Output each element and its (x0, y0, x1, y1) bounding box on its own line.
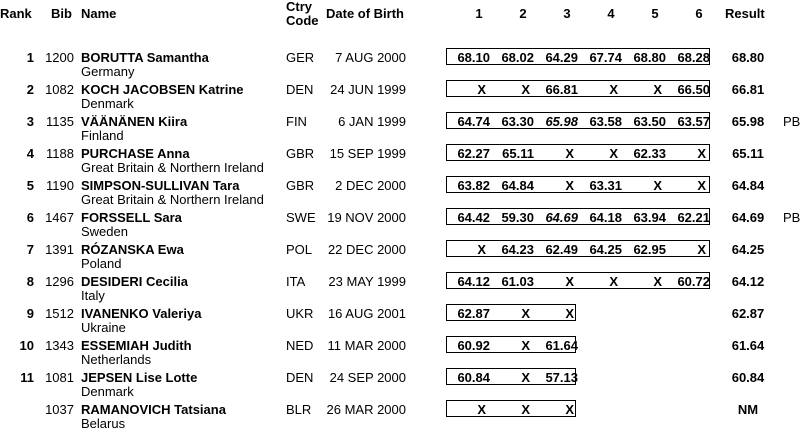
attempt-6: 62.21 (677, 210, 710, 225)
athlete-country: Great Britain & Northern Ireland (81, 192, 264, 207)
athlete-country: Belarus (81, 416, 126, 431)
rank: 11 (20, 370, 34, 385)
attempt-6: X (697, 178, 706, 193)
attempt-4: 63.31 (589, 178, 622, 193)
header-date-of-birth: Date of Birth (326, 6, 404, 21)
bib-number: 1188 (46, 146, 74, 161)
attempt-5: X (653, 274, 662, 289)
bib-number: 1135 (46, 114, 74, 129)
bib-number: 1190 (46, 178, 74, 193)
athlete-name: IVANENKO Valeriya (81, 306, 202, 321)
header-attempt-5: 5 (651, 6, 659, 21)
bib-number: 1037 (45, 402, 74, 417)
attempt-3: 64.69 (545, 210, 578, 225)
attempt-4: 63.58 (589, 114, 622, 129)
date-of-birth: 11 MAR 2000 (327, 338, 406, 353)
attempt-2: X (521, 402, 530, 417)
athlete-country: Great Britain & Northern Ireland (81, 160, 264, 175)
result: 66.81 (731, 82, 765, 97)
attempt-6: 68.28 (677, 50, 710, 65)
attempt-3: X (565, 178, 574, 193)
record-note: PB (783, 210, 801, 225)
attempt-1: X (477, 402, 486, 417)
attempt-2: 68.02 (501, 50, 534, 65)
attempt-1: 60.84 (457, 370, 490, 385)
country-code: SWE (286, 210, 316, 225)
result: 64.12 (731, 274, 765, 289)
rank: 9 (26, 306, 34, 321)
table-row (0, 114, 801, 146)
date-of-birth: 15 SEP 1999 (329, 146, 406, 161)
attempt-1: 68.10 (457, 50, 490, 65)
date-of-birth: 16 AUG 2001 (327, 306, 406, 321)
result: 61.64 (731, 338, 765, 353)
rank: 7 (26, 242, 34, 257)
athlete-name: PURCHASE Anna (81, 146, 190, 161)
attempt-6: 60.72 (677, 274, 710, 289)
attempt-2: 59.30 (501, 210, 534, 225)
attempt-5: X (653, 82, 662, 97)
attempt-4: X (609, 82, 618, 97)
attempt-2: 65.11 (502, 146, 534, 161)
attempt-3: X (565, 274, 574, 289)
athlete-country: Germany (81, 64, 135, 79)
result: 65.98 (731, 114, 765, 129)
athlete-name: JEPSEN Lise Lotte (81, 370, 198, 385)
bib-number: 1467 (45, 210, 74, 225)
table-row (0, 242, 801, 274)
bib-number: 1200 (45, 50, 74, 65)
athlete-country: Italy (81, 288, 105, 303)
table-row (0, 370, 801, 402)
attempt-5: 62.95 (633, 242, 666, 257)
attempt-2: 64.23 (501, 242, 534, 257)
rank: 10 (19, 338, 34, 353)
date-of-birth: 24 JUN 1999 (330, 82, 406, 97)
country-code: POL (286, 242, 313, 257)
country-code: NED (286, 338, 314, 353)
attempt-6: X (697, 242, 706, 257)
athlete-name: DESIDERI Cecilia (81, 274, 188, 289)
attempt-2: X (521, 338, 530, 353)
country-code: GBR (286, 178, 315, 193)
attempt-1: 60.92 (457, 338, 490, 353)
attempt-3: 57.13 (545, 370, 578, 385)
bib-number: 1296 (45, 274, 74, 289)
athlete-country: Finland (81, 128, 124, 143)
table-row (0, 306, 801, 338)
attempt-3: X (565, 306, 574, 321)
attempt-5: 63.94 (633, 210, 666, 225)
athlete-country: Sweden (81, 224, 128, 239)
attempt-5: 63.50 (633, 114, 666, 129)
table-row (0, 146, 801, 178)
bib-number: 1391 (45, 242, 74, 257)
rank: 4 (26, 146, 34, 161)
header-attempt-2: 2 (519, 6, 527, 21)
date-of-birth: 26 MAR 2000 (326, 402, 406, 417)
bib-number: 1082 (45, 82, 74, 97)
attempt-1: X (477, 82, 486, 97)
bib-number: 1343 (45, 338, 74, 353)
rank: 8 (26, 274, 34, 289)
result: 64.25 (731, 242, 765, 257)
attempt-3: X (565, 146, 574, 161)
header-country-code (286, 0, 319, 28)
result: 64.69 (731, 210, 765, 225)
attempt-5: X (653, 178, 662, 193)
result: 62.87 (731, 306, 765, 321)
header-bib: Bib (51, 6, 72, 21)
table-row (0, 338, 801, 370)
country-code: GER (286, 50, 315, 65)
attempt-1: X (477, 242, 486, 257)
athlete-country: Denmark (81, 384, 134, 399)
athlete-name: SIMPSON-SULLIVAN Tara (81, 178, 240, 193)
header-attempt-3: 3 (563, 6, 571, 21)
attempt-4: X (609, 146, 618, 161)
country-code: FIN (286, 114, 307, 129)
header-attempt-1: 1 (475, 6, 483, 21)
result: 68.80 (731, 50, 765, 65)
athlete-name: FORSSELL Sara (81, 210, 182, 225)
attempt-4: 64.18 (589, 210, 622, 225)
attempt-2: 63.30 (501, 114, 534, 129)
header-ctry-line2: Code (286, 13, 319, 28)
athlete-country: Netherlands (81, 352, 152, 367)
attempt-6: X (697, 146, 706, 161)
date-of-birth: 7 AUG 2000 (335, 50, 406, 65)
date-of-birth: 23 MAY 1999 (328, 274, 406, 289)
attempt-6: 66.50 (677, 82, 710, 97)
attempt-6: 63.57 (677, 114, 710, 129)
table-row (0, 210, 801, 242)
bib-number: 1081 (45, 370, 74, 385)
attempt-4: 64.25 (589, 242, 622, 257)
attempt-1: 62.27 (457, 146, 490, 161)
rank: 5 (26, 178, 34, 193)
athlete-country: Poland (81, 256, 122, 271)
attempt-1: 64.12 (457, 274, 490, 289)
athlete-name: KOCH JACOBSEN Katrine (81, 82, 244, 97)
date-of-birth: 2 DEC 2000 (335, 178, 406, 193)
table-row (0, 402, 801, 434)
table-row (0, 50, 801, 82)
athlete-name: RÓZANSKA Ewa (81, 242, 184, 257)
country-code: GBR (286, 146, 315, 161)
rank: 2 (26, 82, 34, 97)
country-code: DEN (286, 82, 314, 97)
header-attempt-6: 6 (695, 6, 703, 21)
attempt-3: 65.98 (545, 114, 578, 129)
attempt-3: 66.81 (545, 82, 578, 97)
country-code: DEN (286, 370, 314, 385)
result: 64.84 (731, 178, 765, 193)
result: NM (737, 402, 759, 417)
attempt-2: X (521, 370, 530, 385)
header-result: Result (725, 6, 765, 21)
athlete-name: ESSEMIAH Judith (81, 338, 192, 353)
result: 65.11 (732, 146, 764, 161)
date-of-birth: 19 NOV 2000 (327, 210, 406, 225)
attempt-4: 67.74 (589, 50, 622, 65)
header-name: Name (81, 6, 117, 21)
table-row (0, 274, 801, 306)
table-row (0, 82, 801, 114)
attempt-1: 63.82 (457, 178, 490, 193)
attempt-2: X (521, 82, 530, 97)
attempt-1: 64.74 (457, 114, 490, 129)
rank: 6 (26, 210, 34, 225)
table-row (0, 178, 801, 210)
attempt-3: 64.29 (545, 50, 578, 65)
record-note: PB (783, 114, 801, 129)
attempt-1: 64.42 (457, 210, 490, 225)
athlete-name: VÄÄNÄNEN Kiira (81, 114, 188, 129)
attempt-4: X (609, 274, 618, 289)
date-of-birth: 22 DEC 2000 (327, 242, 406, 257)
attempt-2: 64.84 (501, 178, 534, 193)
bib-number: 1512 (45, 306, 74, 321)
country-code: UKR (286, 306, 314, 321)
athlete-country: Denmark (81, 96, 134, 111)
athlete-name: BORUTTA Samantha (81, 50, 209, 65)
header-ctry-line1: Ctry (286, 0, 313, 14)
athlete-name: RAMANOVICH Tatsiana (81, 402, 226, 417)
date-of-birth: 24 SEP 2000 (329, 370, 406, 385)
athlete-country: Ukraine (81, 320, 126, 335)
attempt-2: X (521, 306, 530, 321)
attempt-3: X (565, 402, 574, 417)
country-code: ITA (286, 274, 306, 289)
attempt-1: 62.87 (457, 306, 490, 321)
header-rank: Rank (0, 6, 32, 21)
attempt-3: 61.64 (545, 338, 578, 353)
attempt-5: 62.33 (633, 146, 666, 161)
header-attempt-4: 4 (607, 6, 615, 21)
attempt-5: 68.80 (633, 50, 666, 65)
attempt-2: 61.03 (501, 274, 534, 289)
result: 60.84 (731, 370, 765, 385)
date-of-birth: 6 JAN 1999 (338, 114, 406, 129)
attempt-3: 62.49 (545, 242, 578, 257)
rank: 3 (26, 114, 34, 129)
rank: 1 (26, 50, 34, 65)
country-code: BLR (286, 402, 312, 417)
